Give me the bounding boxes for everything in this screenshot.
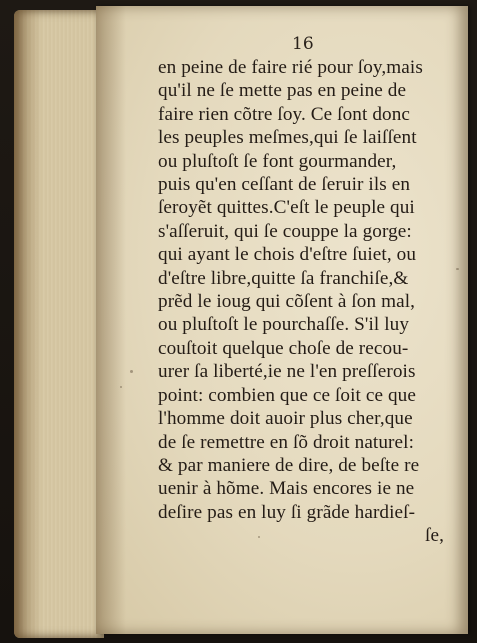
paper-speck — [130, 370, 133, 373]
page-gutter-shadow — [96, 6, 126, 634]
text-line: en peine de faire rié pour ſoy,mais — [158, 57, 423, 78]
page-number: 16 — [292, 34, 314, 54]
text-line: urer ſa liberté,ie ne l'en preſſerois — [158, 361, 416, 383]
text-line: couſtoit quelque choſe de recou- — [158, 337, 409, 359]
text-line: qui ayant le chois d'eſtre ſuiet, ou — [158, 244, 417, 266]
text-line: les peuples meſmes,qui ſe laiſſent — [158, 127, 417, 149]
text-line: de ſe remettre en ſõ droit naturel: — [158, 431, 415, 453]
text-line: puis qu'en ceſſant de ſeruir ils en — [158, 174, 411, 196]
text-line: l'homme doit auoir plus cher,que — [158, 408, 413, 430]
text-line: ou pluſtoſt ſe font gourmander, — [158, 150, 397, 172]
text-line: prẽd le ioug qui cõſent à ſon mal, — [158, 291, 416, 313]
text-line: & par maniere de dire, de beſte re — [158, 454, 420, 476]
page-edges-shadow — [14, 10, 42, 638]
catchword: ſe, — [425, 525, 444, 547]
text-line: deſire pas en luy ſi grãde hardieſ- — [158, 501, 416, 523]
text-line: s'aſſeruit, qui ſe couppe la gorge: — [158, 220, 412, 242]
text-line: ou pluſtoſt le pourchaſſe. S'il luy — [158, 314, 410, 336]
page-text — [158, 56, 458, 548]
text-line: d'eſtre libre,quitte ſa franchiſe,& — [158, 267, 409, 289]
text-line: faire rien cõtre ſoy. Ce ſont donc — [158, 103, 411, 125]
text-line: uenir à hõme. Mais encores ie ne — [158, 478, 415, 500]
text-line: ſeroyẽt quittes.C'eſt le peuple qui — [158, 197, 415, 219]
paper-speck — [258, 536, 260, 538]
text-line: qu'il ne ſe mette pas en peine de — [158, 80, 407, 102]
paper-speck — [456, 268, 459, 270]
text-line: point: combien que ce ſoit ce que — [158, 384, 416, 406]
paper-speck — [120, 386, 122, 388]
